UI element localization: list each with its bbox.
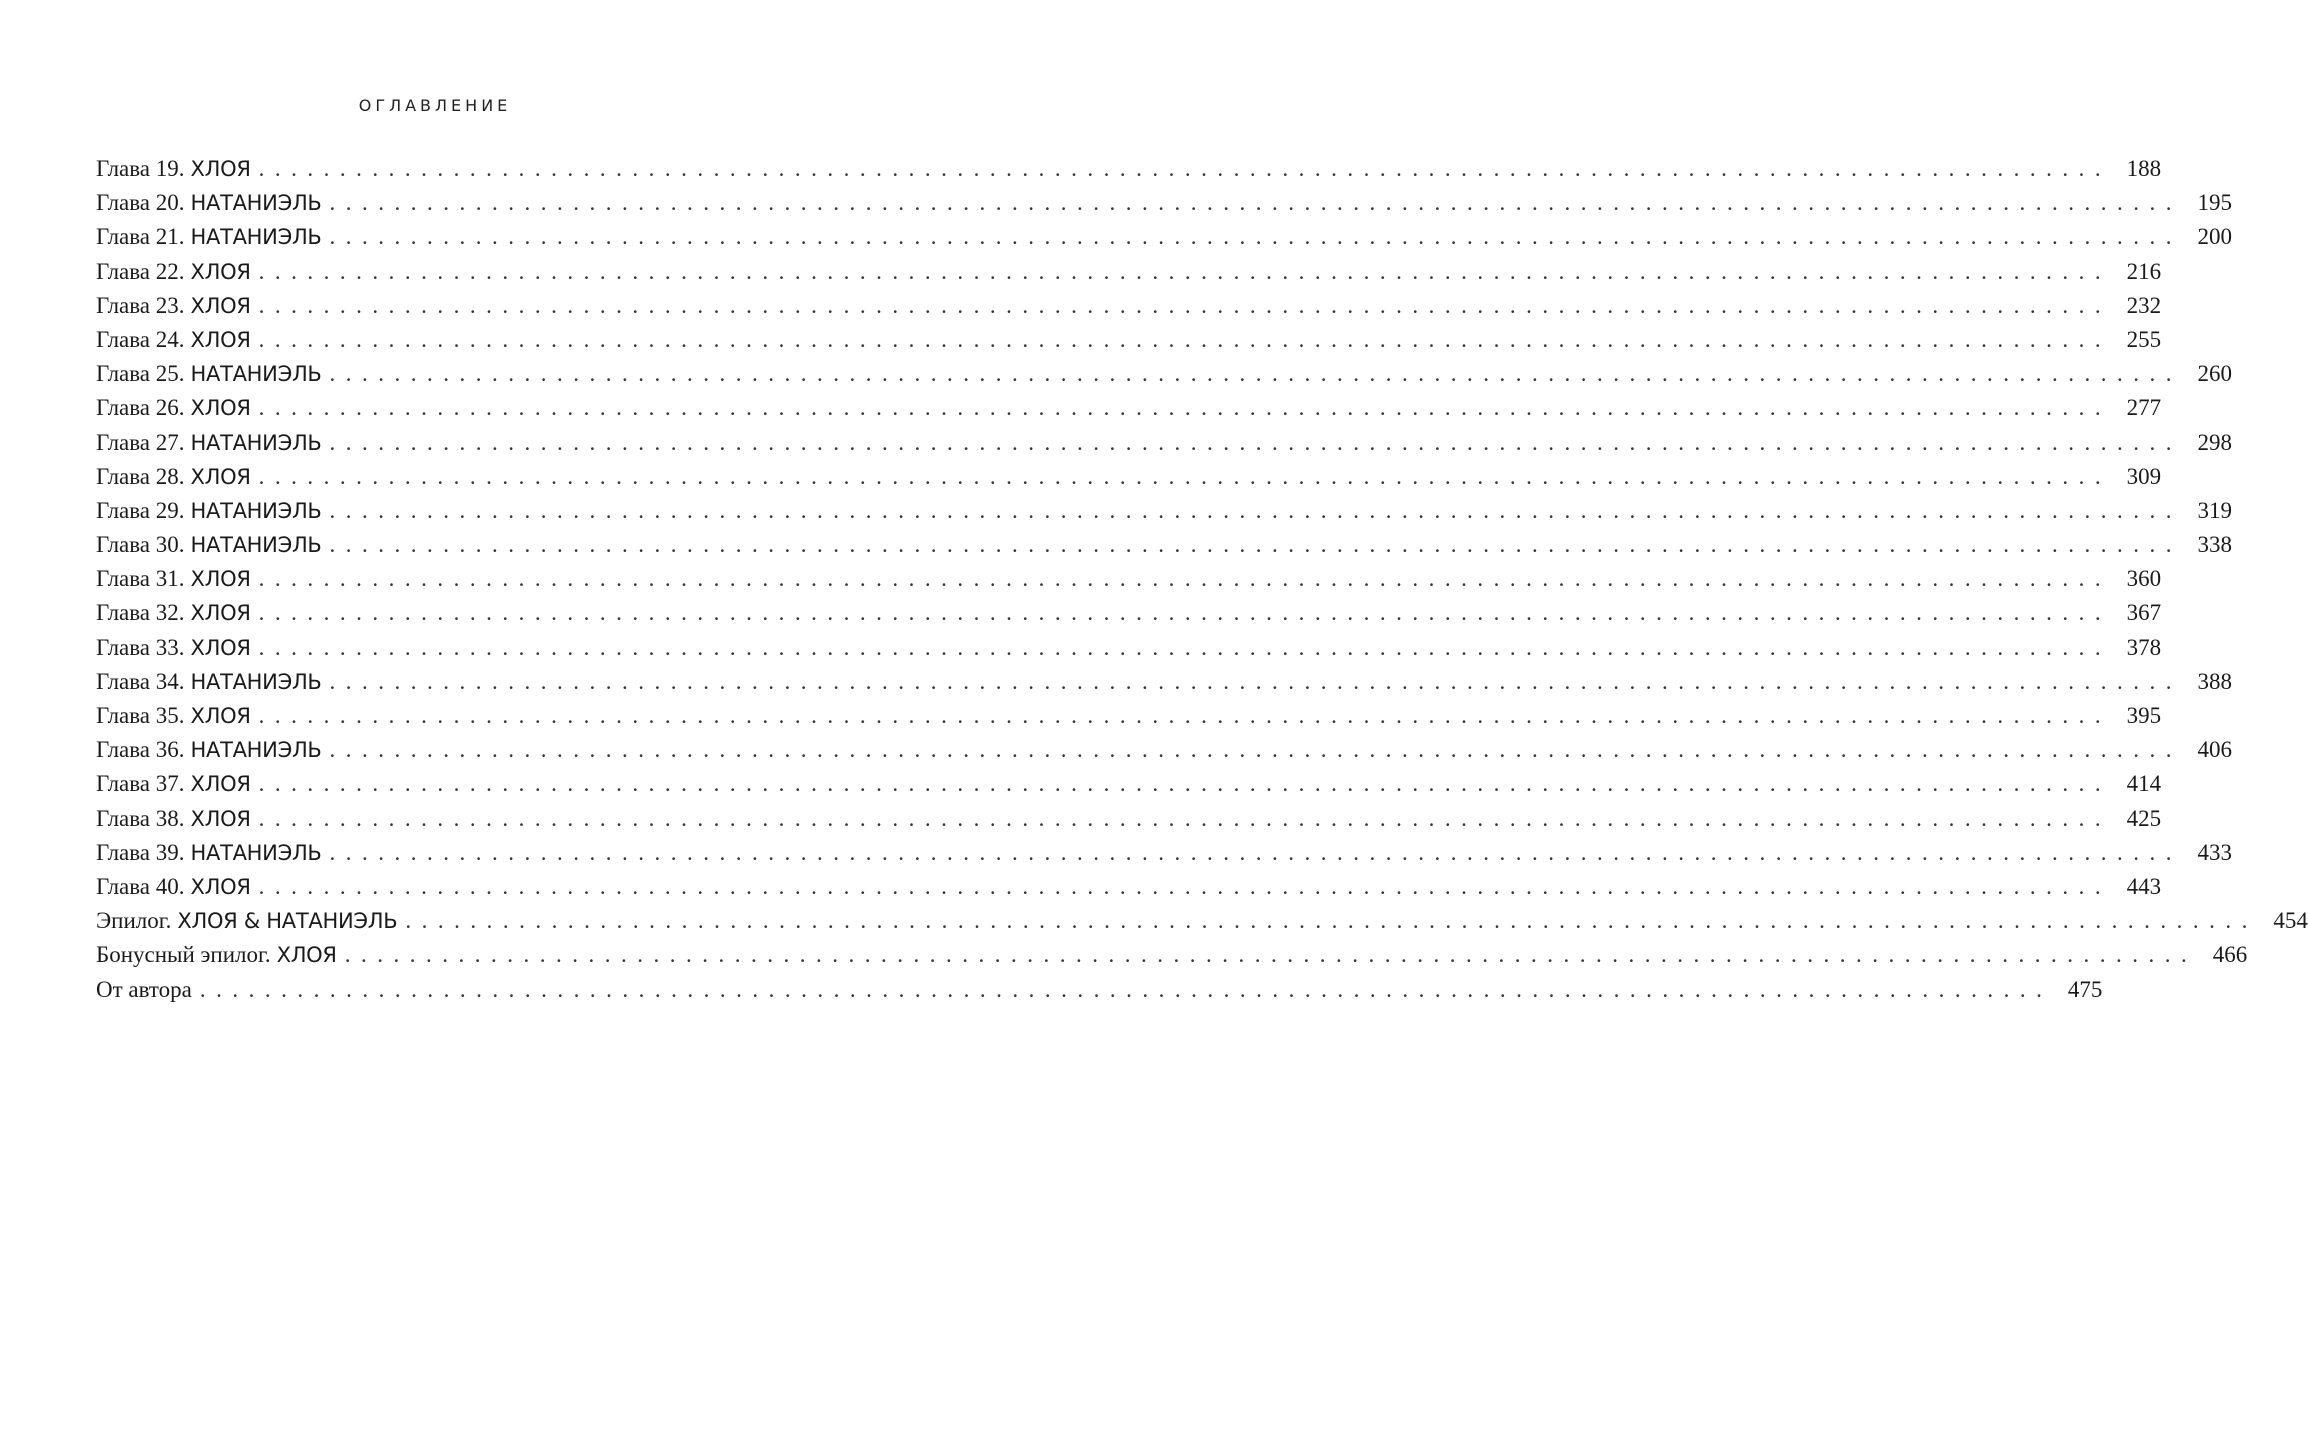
toc-entry-name: ХЛОЯ <box>190 772 251 797</box>
toc-entry-prefix: Глава 23. <box>96 292 185 318</box>
toc-entry-prefix: Глава 27. <box>96 429 185 455</box>
toc-entry <box>96 733 2233 767</box>
toc-entry <box>96 802 2162 836</box>
toc-entry <box>96 665 2233 699</box>
toc-dot-leader: .................................................................................................................. <box>329 497 2183 523</box>
toc-dot-leader: .................................................................................................................. <box>329 224 2183 250</box>
toc-page-number: 338 <box>2197 532 2233 558</box>
toc-dot-leader: .................................................................................................................. <box>329 429 2183 455</box>
toc-dot-leader: .................................................................................................................. <box>258 634 2112 660</box>
toc-entry <box>96 631 2162 665</box>
table-of-contents <box>96 152 2308 1007</box>
toc-entry <box>96 494 2233 528</box>
toc-entry-name: ХЛОЯ <box>190 259 251 284</box>
toc-entry-prefix: Глава 34. <box>96 668 185 694</box>
toc-page-number: 188 <box>2126 156 2162 181</box>
toc-entry-prefix: Глава 31. <box>96 566 185 592</box>
toc-entry <box>96 323 2162 357</box>
toc-entry-prefix: Глава 24. <box>96 326 185 352</box>
toc-entry-prefix: От автора <box>96 976 192 1002</box>
toc-entry-prefix: Глава 39. <box>96 839 185 865</box>
toc-page-number: 319 <box>2197 497 2233 523</box>
toc-entry <box>96 391 2162 425</box>
toc-page-number: 475 <box>2067 976 2103 1002</box>
toc-entry-name: НАТАНИЭЛЬ <box>190 191 322 216</box>
toc-page-number: 388 <box>2197 668 2233 694</box>
toc-entry <box>96 699 2162 733</box>
toc-entry <box>96 528 2233 562</box>
toc-entry-prefix: Глава 33. <box>96 634 185 660</box>
toc-dot-leader: .................................................................................................................. <box>258 771 2112 797</box>
toc-entry-name: ХЛОЯ <box>190 601 251 626</box>
toc-entry <box>96 289 2162 323</box>
toc-page-number: 232 <box>2126 292 2162 318</box>
toc-page-number: 255 <box>2126 326 2162 352</box>
toc-entry <box>96 596 2162 630</box>
toc-page-number: 216 <box>2126 258 2162 284</box>
toc-entry-prefix: Глава 30. <box>96 532 185 558</box>
toc-page-number: 443 <box>2126 873 2162 899</box>
toc-entry <box>96 904 2308 938</box>
toc-entry-prefix: Глава 38. <box>96 805 185 831</box>
toc-entry <box>96 186 2233 220</box>
toc-entry-prefix: Бонусный эпилог. <box>96 942 271 968</box>
toc-entry-name: НАТАНИЭЛЬ <box>190 225 322 250</box>
toc-entry-name: НАТАНИЭЛЬ <box>190 430 322 455</box>
toc-entry-name: ХЛОЯ & НАТАНИЭЛЬ <box>177 909 398 934</box>
toc-entry <box>96 973 2103 1007</box>
toc-entry-name: НАТАНИЭЛЬ <box>190 362 322 387</box>
toc-page-number: 277 <box>2126 395 2162 421</box>
toc-dot-leader: .................................................................................................................. <box>329 668 2183 694</box>
toc-entry-name: ХЛОЯ <box>190 635 251 660</box>
toc-entry-name: ХЛОЯ <box>190 464 251 489</box>
toc-dot-leader: .................................................................................................................. <box>258 600 2112 626</box>
toc-page-number: 433 <box>2197 839 2233 865</box>
toc-entry-name: НАТАНИЭЛЬ <box>190 533 322 558</box>
toc-page-number: 260 <box>2197 361 2233 387</box>
toc-entry <box>96 255 2162 289</box>
toc-entry <box>96 938 2248 972</box>
toc-dot-leader: .................................................................................................................. <box>344 942 2198 968</box>
toc-page-number: 406 <box>2197 737 2233 763</box>
toc-page-number: 466 <box>2212 942 2248 968</box>
toc-page-number: 395 <box>2126 703 2162 728</box>
page-title: ОГЛАВЛЕНИЕ <box>358 96 512 115</box>
toc-page-number: 298 <box>2197 429 2233 455</box>
toc-dot-leader: .................................................................................................................. <box>199 976 2053 1002</box>
toc-entry <box>96 562 2162 596</box>
toc-entry-name: ХЛОЯ <box>190 293 251 318</box>
toc-dot-leader: .................................................................................................................. <box>258 156 2112 181</box>
toc-dot-leader: .................................................................................................................. <box>258 703 2112 728</box>
toc-entry-prefix: Глава 21. <box>96 224 185 250</box>
toc-dot-leader: .................................................................................................................. <box>258 566 2112 592</box>
toc-dot-leader: .................................................................................................................. <box>329 361 2183 387</box>
toc-dot-leader: .................................................................................................................. <box>329 532 2183 558</box>
toc-entry-prefix: Глава 25. <box>96 361 185 387</box>
toc-entry <box>96 357 2233 391</box>
toc-entry-name: ХЛОЯ <box>190 396 251 421</box>
toc-dot-leader: .................................................................................................................. <box>329 737 2183 763</box>
toc-entry-name: НАТАНИЭЛЬ <box>190 669 322 694</box>
toc-entry-name: НАТАНИЭЛЬ <box>190 840 322 865</box>
toc-entry <box>96 836 2233 870</box>
toc-page-number: 200 <box>2197 224 2233 250</box>
toc-entry-prefix: Глава 29. <box>96 497 185 523</box>
toc-dot-leader: .................................................................................................................. <box>258 326 2112 352</box>
toc-entry-name: НАТАНИЭЛЬ <box>190 738 322 763</box>
toc-dot-leader: .................................................................................................................. <box>258 292 2112 318</box>
toc-page-number: 309 <box>2126 463 2162 489</box>
toc-entry-prefix: Эпилог. <box>96 908 172 934</box>
toc-entry <box>96 426 2233 460</box>
toc-entry-name: ХЛОЯ <box>190 806 251 831</box>
toc-page-number: 367 <box>2126 600 2162 626</box>
toc-entry-prefix: Глава 36. <box>96 737 185 763</box>
toc-entry-name: ХЛОЯ <box>190 567 251 592</box>
toc-entry-name: ХЛОЯ <box>190 874 251 899</box>
toc-entry-prefix: Глава 20. <box>96 190 185 216</box>
toc-entry <box>96 460 2162 494</box>
toc-entry-prefix: Глава 26. <box>96 395 185 421</box>
toc-entry <box>96 220 2233 254</box>
toc-dot-leader: .................................................................................................................. <box>258 395 2112 421</box>
toc-entry-name: НАТАНИЭЛЬ <box>190 498 322 523</box>
toc-entry-prefix: Глава 22. <box>96 258 185 284</box>
toc-dot-leader: .................................................................................................................. <box>258 258 2112 284</box>
toc-entry <box>96 152 2162 186</box>
toc-page-number: 378 <box>2126 634 2162 660</box>
toc-entry <box>96 767 2162 801</box>
toc-page-number: 414 <box>2126 771 2162 797</box>
toc-entry-prefix: Глава 37. <box>96 771 185 797</box>
toc-entry-prefix: Глава 19. <box>96 156 185 181</box>
toc-dot-leader: .................................................................................................................. <box>258 463 2112 489</box>
toc-entry <box>96 870 2162 904</box>
toc-entry-prefix: Глава 28. <box>96 463 185 489</box>
toc-entry-name: ХЛОЯ <box>190 157 251 181</box>
toc-dot-leader: .................................................................................................................. <box>405 908 2258 934</box>
toc-entry-prefix: Глава 35. <box>96 703 185 728</box>
toc-page-number: 454 <box>2273 908 2308 934</box>
toc-dot-leader: .................................................................................................................. <box>329 190 2183 216</box>
toc-entry-name: ХЛОЯ <box>190 327 251 352</box>
toc-page-number: 360 <box>2126 566 2162 592</box>
toc-page-number: 425 <box>2126 805 2162 831</box>
toc-dot-leader: .................................................................................................................. <box>329 839 2183 865</box>
toc-entry-name: ХЛОЯ <box>276 943 337 968</box>
toc-dot-leader: .................................................................................................................. <box>258 805 2112 831</box>
toc-entry-prefix: Глава 32. <box>96 600 185 626</box>
toc-entry-prefix: Глава 40. <box>96 873 185 899</box>
toc-page-number: 195 <box>2197 190 2233 216</box>
toc-dot-leader: .................................................................................................................. <box>258 873 2112 899</box>
toc-entry-name: ХЛОЯ <box>190 704 251 728</box>
